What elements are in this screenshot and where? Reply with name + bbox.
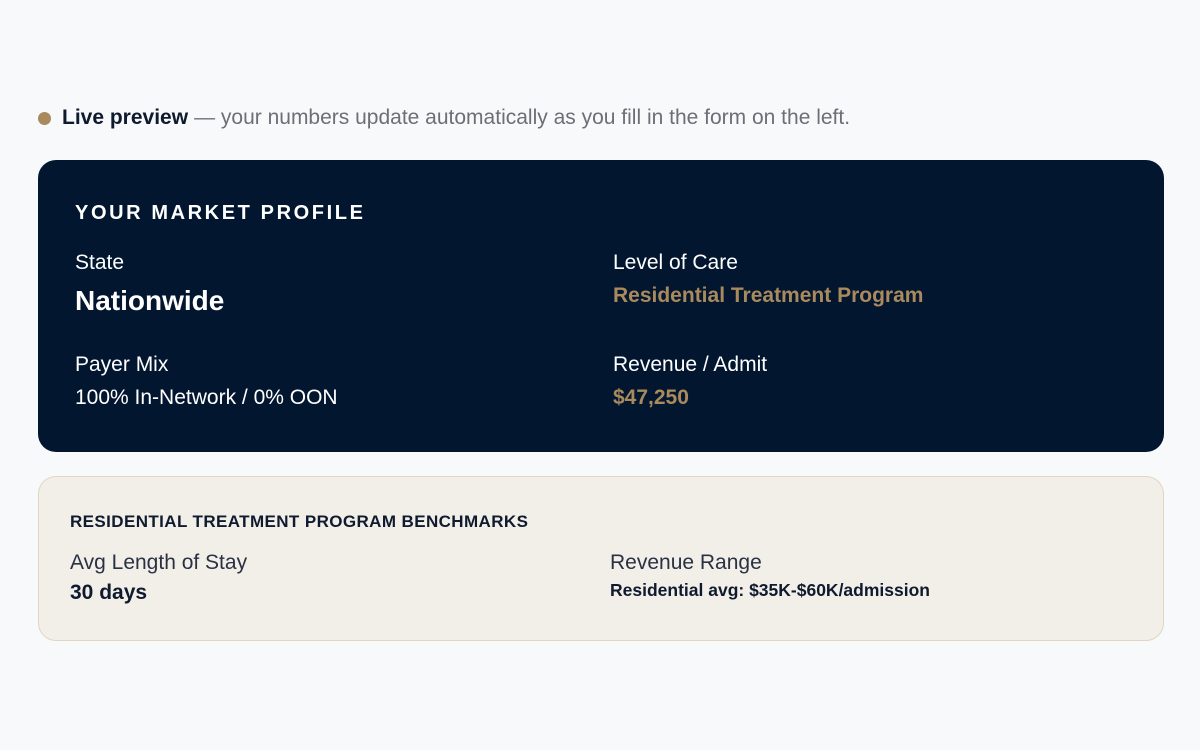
live-status-dot-icon (38, 112, 51, 125)
state-label: State (75, 251, 125, 274)
revenue-per-admit-field (613, 353, 767, 410)
level-of-care-label: Level of Care (613, 251, 738, 274)
level-of-care-field (613, 251, 923, 308)
payer-mix-label: Payer Mix (75, 353, 169, 376)
revenue-per-admit-label: Revenue / Admit (613, 353, 768, 376)
live-preview-label: Live preview (62, 106, 189, 129)
market-profile-card (38, 160, 1164, 452)
benchmarks-title: RESIDENTIAL TREATMENT PROGRAM BENCHMARKS (70, 512, 529, 531)
payer-mix-field (75, 353, 338, 410)
state-value: Nationwide (75, 285, 225, 316)
market-profile-title: YOUR MARKET PROFILE (75, 202, 366, 224)
revenue-range-value: Residential avg: $35K-$60K/admission (610, 580, 930, 600)
benchmarks-card (38, 476, 1164, 641)
state-field (75, 251, 224, 317)
live-preview-note (38, 106, 850, 130)
revenue-range-label: Revenue Range (610, 551, 762, 574)
revenue-range-field (610, 551, 930, 601)
avg-length-of-stay-label: Avg Length of Stay (70, 551, 248, 574)
payer-mix-value: 100% In-Network / 0% OON (75, 386, 338, 409)
revenue-per-admit-value: $47,250 (613, 386, 689, 409)
avg-length-of-stay-field (70, 551, 247, 605)
live-preview-description: — your numbers update automatically as you fill in the form on the left. (194, 106, 851, 129)
level-of-care-value: Residential Treatment Program (613, 284, 924, 307)
avg-length-of-stay-value: 30 days (70, 581, 148, 604)
